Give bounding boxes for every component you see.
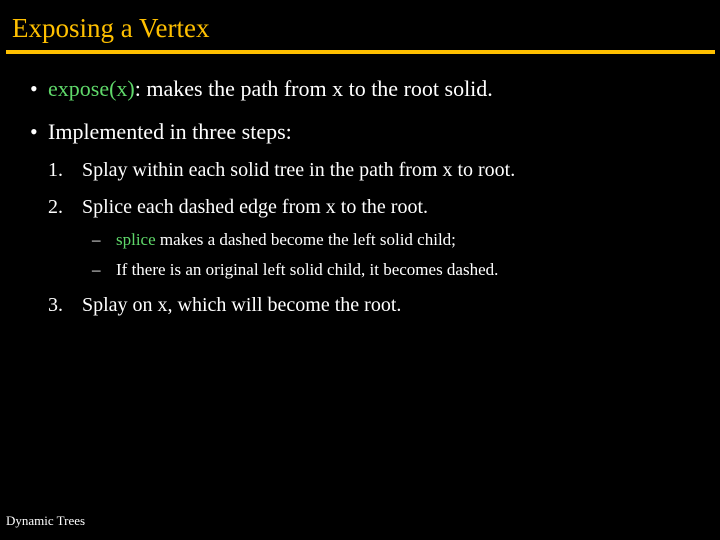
splice-description: makes a dashed become the left solid child;	[155, 230, 456, 249]
step-number: 2.	[48, 196, 63, 218]
bullet-implemented: Implemented in three steps:	[48, 119, 292, 144]
step-splay-on-x: Splay on x, which will become the root.	[82, 294, 402, 316]
step-number: 3.	[48, 294, 63, 316]
slide-title: Exposing a Vertex	[12, 13, 210, 43]
title-underline	[6, 50, 715, 54]
subpoint-original-left: If there is an original left solid child, it becomes dashed.	[116, 260, 499, 279]
slide-footer: Dynamic Trees	[6, 513, 86, 528]
subpoint-splice	[116, 225, 456, 255]
splice-keyword: splice	[116, 230, 156, 249]
step-splay-within: Splay within each solid tree in the path from x to root.	[82, 159, 516, 181]
bullet-marker: •	[30, 76, 38, 101]
step-number: 1.	[48, 159, 63, 181]
subpoint-dash: –	[92, 260, 101, 279]
expose-code: expose(x)	[48, 76, 135, 101]
expose-description: : makes the path from x to the root solid.	[134, 76, 493, 101]
bullet-expose	[48, 74, 493, 104]
subpoint-dash: –	[92, 230, 101, 249]
bullet-marker: •	[30, 119, 38, 144]
step-splice: Splice each dashed edge from x to the root.	[82, 196, 428, 218]
